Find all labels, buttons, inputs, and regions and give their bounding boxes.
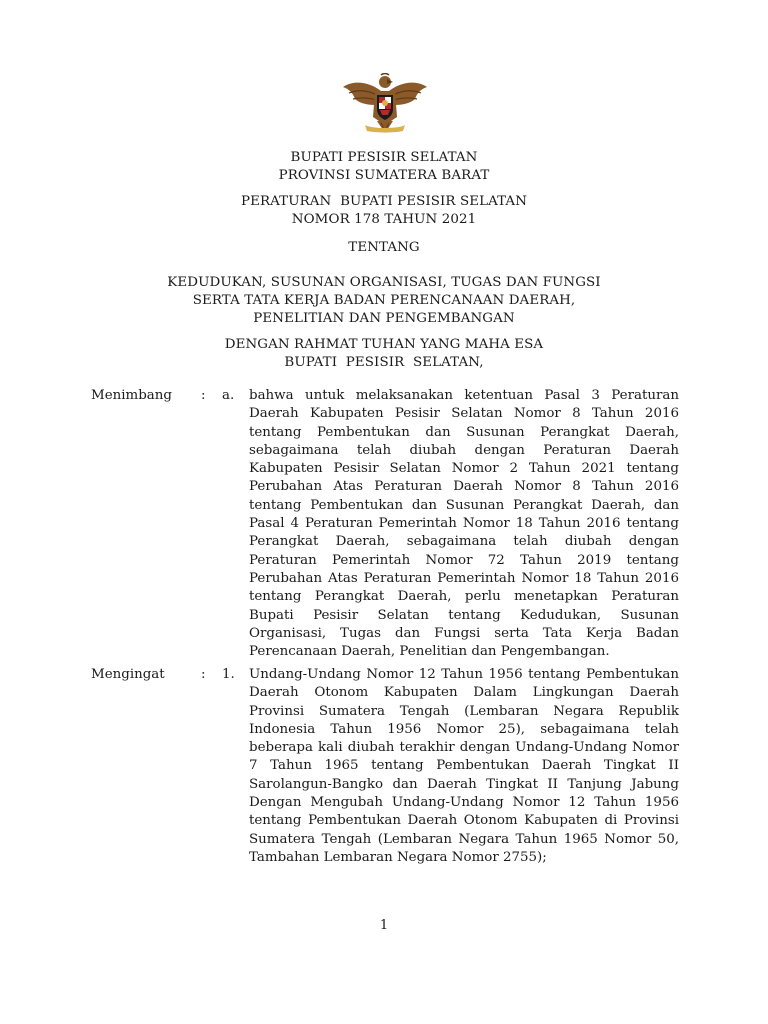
header-line-1: BUPATI PESISIR SELATAN — [290, 150, 478, 165]
preamble-line-2: BUPATI PESISIR SELATAN, — [284, 355, 484, 370]
page-number: 1 — [379, 918, 389, 933]
preamble-line-1: DENGAN RAHMAT TUHAN YANG MAHA ESA — [224, 337, 544, 352]
regulation-line-2: NOMOR 178 TAHUN 2021 — [291, 212, 477, 227]
regulation-title — [0, 193, 768, 229]
subject-line-2: SERTA TATA KERJA BADAN PERENCANAAN DAERAH, — [192, 293, 576, 308]
header-line-2: PROVINSI SUMATERA BARAT — [278, 168, 490, 183]
subject-line-1: KEDUDUKAN, SUSUNAN ORGANISASI, TUGAS DAN FUNGSI — [167, 275, 601, 290]
menimbang-colon: : — [201, 388, 206, 403]
mengingat-marker: 1. — [222, 667, 235, 682]
regent-header — [0, 149, 768, 185]
garuda-emblem-icon — [341, 73, 429, 135]
preamble — [0, 336, 768, 372]
menimbang-label: Menimbang — [91, 388, 172, 403]
tentang-heading — [0, 239, 768, 257]
mengingat-text: Undang-Undang Nomor 12 Tahun 1956 tentang Pembentukan Daerah Otonom Kabupaten Dalam Lingkungan Daerah Provinsi Sumatera Tengah (Lembaran Negara Republik Indonesia Tahun 1956 Nomor 25), sebagaimana telah beberapa kali diubah terakhir dengan Undang-Undang Nomor 7 Tahun 1965 tentang Pembentukan Daerah Tingkat II Sarolangun-Bangko dan Daerah Tingkat II Tanjung Jabung Dengan Mengubah Undang-Undang Nomor 12 Tahun 1956 tentang Pembentukan Daerah Otonom Kabupaten di Provinsi Sumatera Tengah (Lembaran Negara Tahun 1965 Nomor 50, Tambahan Lembaran Negara Nomor 2755); — [249, 667, 679, 865]
tentang-text: TENTANG — [348, 240, 420, 255]
menimbang-marker: a. — [222, 388, 235, 403]
menimbang-text: bahwa untuk melaksanakan ketentuan Pasal 3 Peraturan Daerah Kabupaten Pesisir Selatan Nomor 8 Tahun 2016 tentang Pembentukan dan Susunan Perangkat Daerah, sebagaimana telah diubah dengan Peraturan Daerah Kabupaten Pesisir Selatan Nomor 2 Tahun 2021 tentang Perubahan Atas Peraturan Daerah Nomor 8 Tahun 2016 tentang Pembentukan dan Susunan Perangkat Daerah, dan Pasal 4 Peraturan Pemerintah Nomor 18 Tahun 2016 tentang Perangkat Daerah, sebagaimana telah diubah dengan Peraturan Pemerintah Nomor 72 Tahun 2019 tentang Perubahan Atas Peraturan Pemerintah Nomor 18 Tahun 2016 tentang Perangkat Daerah, perlu menetapkan Peraturan Bupati Pesisir Selatan tentang Kedudukan, Susunan Organisasi, Tugas dan Fungsi serta Tata Kerja Badan Perencanaan Daerah, Penelitian dan Pengembangan. — [249, 388, 679, 660]
mengingat-colon: : — [201, 667, 206, 682]
subject-line-3: PENELITIAN DAN PENGEMBANGAN — [253, 311, 515, 326]
mengingat-label: Mengingat — [91, 667, 165, 682]
regulation-line-1: PERATURAN BUPATI PESISIR SELATAN — [240, 194, 528, 209]
subject-title — [0, 274, 768, 328]
